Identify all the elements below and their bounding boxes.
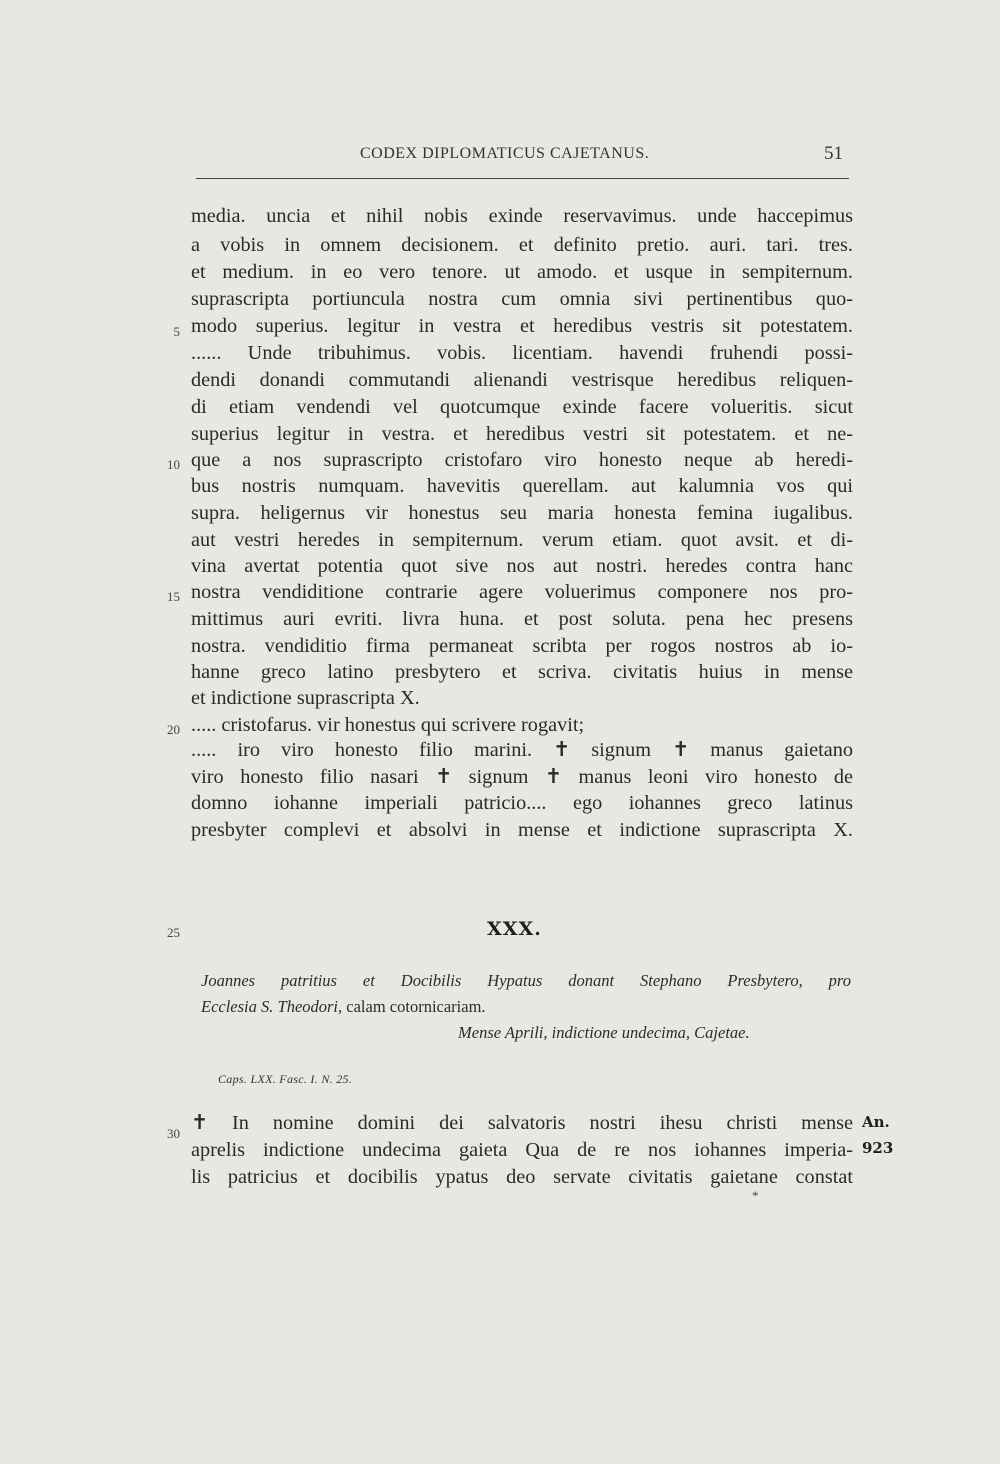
text-line: superius legitur in vestra. et heredibus vestri sit potestatem. et ne- — [191, 423, 853, 445]
charter-line: aprelis indictione undecima gaieta Qua de re nos iohannes imperia- — [191, 1139, 853, 1161]
charter-line: lis patricius et docibilis ypatus deo servate civitatis gaietane constat — [191, 1166, 853, 1188]
regest-line: Joannes patritius et Docibilis Hypatus donant Stephano Presbytero, pro — [201, 971, 851, 990]
running-title: CODEX DIPLOMATICUS CAJETANUS. — [360, 145, 650, 162]
line-number: 15 — [167, 589, 180, 604]
charter-line: ✝ In nomine domini dei salvatoris nostri ihesu christi mense — [191, 1112, 853, 1134]
text-line: di etiam vendendi vel quotcumque exinde facere volueritis. sicut — [191, 396, 853, 418]
regest-line — [201, 995, 851, 1019]
charter-date-main: Mense Aprili, indictione undecima, — [458, 1023, 691, 1042]
text-line: nostra vendiditione contrarie agere voluerimus componere nos pro- — [191, 581, 853, 603]
margin-year: 923 — [862, 1139, 894, 1157]
text-line: presbyter complevi et absolvi in mense et indictione suprascripta X. — [191, 819, 853, 841]
regest-italic: Ecclesia S. Theodori, — [201, 997, 343, 1016]
charter-date — [458, 1021, 838, 1045]
text-line: et indictione suprascripta X. — [191, 687, 420, 709]
header-rule — [196, 178, 849, 179]
text-line: ...... Unde tribuhimus. vobis. licentiam. havendi fruhendi possi- — [191, 342, 853, 364]
archive-shelfmark: Caps. LXX. Fasc. I. N. 25. — [218, 1072, 353, 1086]
line-number: 30 — [167, 1126, 180, 1141]
line-number: 25 — [167, 925, 180, 940]
text-line: et medium. in eo vero tenore. ut amodo. et usque in sempiternum. — [191, 261, 853, 283]
line-number: 20 — [167, 722, 180, 737]
text-line: modo superius. legitur in vestra et heredibus vestris sit potestatem. — [191, 315, 853, 337]
text-line: que a nos suprascripto cristofaro viro honesto neque ab heredi- — [191, 449, 853, 471]
text-line: ..... iro viro honesto filio marini. ✝ signum ✝ manus gaietano — [191, 739, 853, 761]
margin-year-label: An. — [862, 1113, 890, 1131]
text-line: a vobis in omnem decisionem. et definito pretio. auri. tari. tres. — [191, 234, 853, 256]
text-line: ..... cristofarus. vir honestus qui scrivere rogavit; — [191, 714, 585, 736]
text-line: viro honesto filio nasari ✝ signum ✝ manus leoni viro honesto de — [191, 766, 853, 788]
section-numeral: XXX. — [487, 918, 542, 940]
text-line: nostra. vendiditio firma permaneat scribta per rogos nostros ab io- — [191, 635, 853, 657]
page-number: 51 — [824, 143, 843, 164]
text-line: hanne greco latino presbytero et scriva. civitatis huius in mense — [191, 661, 853, 683]
text-line: bus nostris numquam. havevitis querellam. aut kalumnia vos qui — [191, 475, 853, 497]
text-line: domno iohanne imperiali patricio.... ego iohannes greco latinus — [191, 792, 853, 814]
text-line: dendi donandi commutandi alienandi vestrisque heredibus reliquen- — [191, 369, 853, 391]
text-line: suprascripta portiuncula nostra cum omnia sivi pertinentibus quo- — [191, 288, 853, 310]
line-number: 5 — [173, 324, 180, 339]
text-line: media. uncia et nihil nobis exinde reservavimus. unde haccepimus — [191, 205, 853, 227]
signature-asterisk: * — [752, 1188, 759, 1203]
regest-roman: calam cotornicariam. — [342, 997, 486, 1016]
text-line: vina avertat potentia quot sive nos aut nostri. heredes contra hanc — [191, 555, 853, 577]
charter-date-place: Cajetae. — [690, 1023, 750, 1042]
line-number: 10 — [167, 457, 180, 472]
text-line: mittimus auri evriti. livra huna. et post soluta. pena hec presens — [191, 608, 853, 630]
text-line: supra. heligernus vir honestus seu maria honesta femina iugalibus. — [191, 502, 853, 524]
text-line: aut vestri heredes in sempiternum. verum etiam. quot avsit. et di- — [191, 529, 853, 551]
